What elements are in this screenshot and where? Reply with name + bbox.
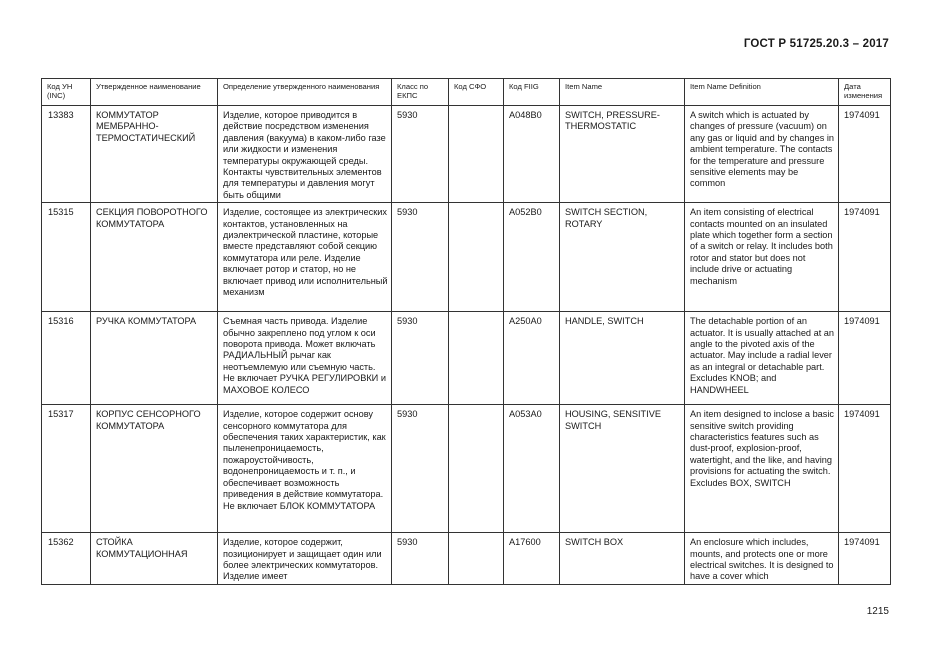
cell-fiig: A250A0 bbox=[504, 312, 560, 405]
cell-definition-ru: Изделие, которое содержит, позиционирует и защищает один или более электрических коммутаторов. Изделие имеет bbox=[218, 533, 392, 585]
cell-fiig: A048B0 bbox=[504, 106, 560, 203]
table-row bbox=[42, 106, 891, 203]
cell-sfo-code bbox=[449, 312, 504, 405]
document-standard-title: ГОСТ Р 51725.20.3 – 2017 bbox=[743, 38, 889, 50]
cell-code: 15362 bbox=[42, 533, 91, 585]
table-body bbox=[42, 106, 891, 585]
header-approved-name: Утвержденное наименование bbox=[91, 79, 218, 106]
cell-ekps-class: 5930 bbox=[392, 533, 449, 585]
header-sfo-code: Код СФО bbox=[449, 79, 504, 106]
table-row bbox=[42, 533, 891, 585]
cell-code: 15315 bbox=[42, 203, 91, 312]
header-definition-ru: Определение утвержденного наименования bbox=[218, 79, 392, 106]
cell-name-ru: СТОЙКА КОММУТАЦИОННАЯ bbox=[91, 533, 218, 585]
spec-table bbox=[41, 78, 891, 585]
cell-definition-ru: Съемная часть привода. Изделие обычно закреплено под углом к оси поворота привода. Может включать РАДИАЛЬНЫЙ рычаг как неотъемлемую или съемную часть. Не включает РУЧКА РЕГУЛИРОВКИ и МАХОВОЕ КОЛЕСО bbox=[218, 312, 392, 405]
cell-sfo-code bbox=[449, 106, 504, 203]
cell-item-name: HOUSING, SENSITIVE SWITCH bbox=[560, 405, 685, 533]
header-ekps-class: Класс по ЕКПС bbox=[392, 79, 449, 106]
cell-code: 15317 bbox=[42, 405, 91, 533]
header-item-name-definition: Item Name Definition bbox=[685, 79, 839, 106]
cell-item-name: SWITCH, PRESSURE-THERMOSTATIC bbox=[560, 106, 685, 203]
cell-sfo-code bbox=[449, 405, 504, 533]
table-row bbox=[42, 312, 891, 405]
cell-fiig: A053A0 bbox=[504, 405, 560, 533]
cell-fiig: A052B0 bbox=[504, 203, 560, 312]
cell-fiig: A17600 bbox=[504, 533, 560, 585]
cell-ekps-class: 5930 bbox=[392, 312, 449, 405]
header-change-date: Дата изменения bbox=[839, 79, 891, 106]
cell-name-ru: КОММУТАТОР МЕМБРАННО-ТЕРМОСТАТИЧЕСКИЙ bbox=[91, 106, 218, 203]
cell-ekps-class: 5930 bbox=[392, 106, 449, 203]
cell-definition-ru: Изделие, которое содержит основу сенсорного коммутатора для обеспечения таких характеристик, как пыленепроницаемость, пожароустойчивость, водонепроницаемость и т. п., и обеспечивает возможность приведения в действие коммутатора. Не включает БЛОК КОММУТАТОРА bbox=[218, 405, 392, 533]
cell-ekps-class: 5930 bbox=[392, 405, 449, 533]
page-number: 1215 bbox=[866, 606, 889, 617]
cell-sfo-code bbox=[449, 533, 504, 585]
cell-item-name: SWITCH BOX bbox=[560, 533, 685, 585]
cell-item-definition: An item consisting of electrical contacts mounted on an insulated plate which together form a section of a switch or relay. It includes both rotor and stator but does not include drive or actuating mechanism bbox=[685, 203, 839, 312]
cell-date: 1974091 bbox=[839, 312, 891, 405]
cell-item-definition: An enclosure which includes, mounts, and protects one or more electrical switches. It is designed to have a cover which bbox=[685, 533, 839, 585]
cell-name-ru: СЕКЦИЯ ПОВОРОТНОГО КОММУТАТОРА bbox=[91, 203, 218, 312]
cell-definition-ru: Изделие, которое приводится в действие посредством изменения давления (вакуума) в каком-либо газе или жидкости и изменения температуры окружающей среды. Контакты чувствительных элементов для температуры и давления могут быть общими bbox=[218, 106, 392, 203]
cell-name-ru: КОРПУС СЕНСОРНОГО КОММУТАТОРА bbox=[91, 405, 218, 533]
cell-item-name: SWITCH SECTION, ROTARY bbox=[560, 203, 685, 312]
header-fiig-code: Код FIIG bbox=[504, 79, 560, 106]
cell-date: 1974091 bbox=[839, 405, 891, 533]
cell-code: 15316 bbox=[42, 312, 91, 405]
cell-definition-ru: Изделие, состоящее из электрических контактов, установленных на диэлектрической пластине, которые вместе представляют собой секцию коммутатора или реле. Изделие включает ротор и статор, но не включает привод или исполнительный механизм bbox=[218, 203, 392, 312]
cell-code: 13383 bbox=[42, 106, 91, 203]
table-header bbox=[42, 79, 891, 106]
cell-item-name: HANDLE, SWITCH bbox=[560, 312, 685, 405]
cell-item-definition: A switch which is actuated by changes of pressure (vacuum) on any gas or liquid and by changes in ambient temperature. The contacts for the temperature and pressure sensitive elements may be common bbox=[685, 106, 839, 203]
cell-sfo-code bbox=[449, 203, 504, 312]
table-row bbox=[42, 203, 891, 312]
header-code-un: Код УН (INC) bbox=[42, 79, 91, 106]
cell-date: 1974091 bbox=[839, 533, 891, 585]
cell-ekps-class: 5930 bbox=[392, 203, 449, 312]
cell-date: 1974091 bbox=[839, 106, 891, 203]
cell-date: 1974091 bbox=[839, 203, 891, 312]
table-row bbox=[42, 405, 891, 533]
header-item-name: Item Name bbox=[560, 79, 685, 106]
cell-item-definition: An item designed to inclose a basic sensitive switch providing characteristics features such as dust-proof, explosion-proof, watertight, and the like, and having provisions for actuating the switch. Excludes BOX, SWITCH bbox=[685, 405, 839, 533]
cell-name-ru: РУЧКА КОММУТАТОРА bbox=[91, 312, 218, 405]
cell-item-definition: The detachable portion of an actuator. It is usually attached at an angle to the pivoted axis of the actuator. May include a radial lever as an integral or detachable part. Excludes KNOB; and HANDWHEEL bbox=[685, 312, 839, 405]
